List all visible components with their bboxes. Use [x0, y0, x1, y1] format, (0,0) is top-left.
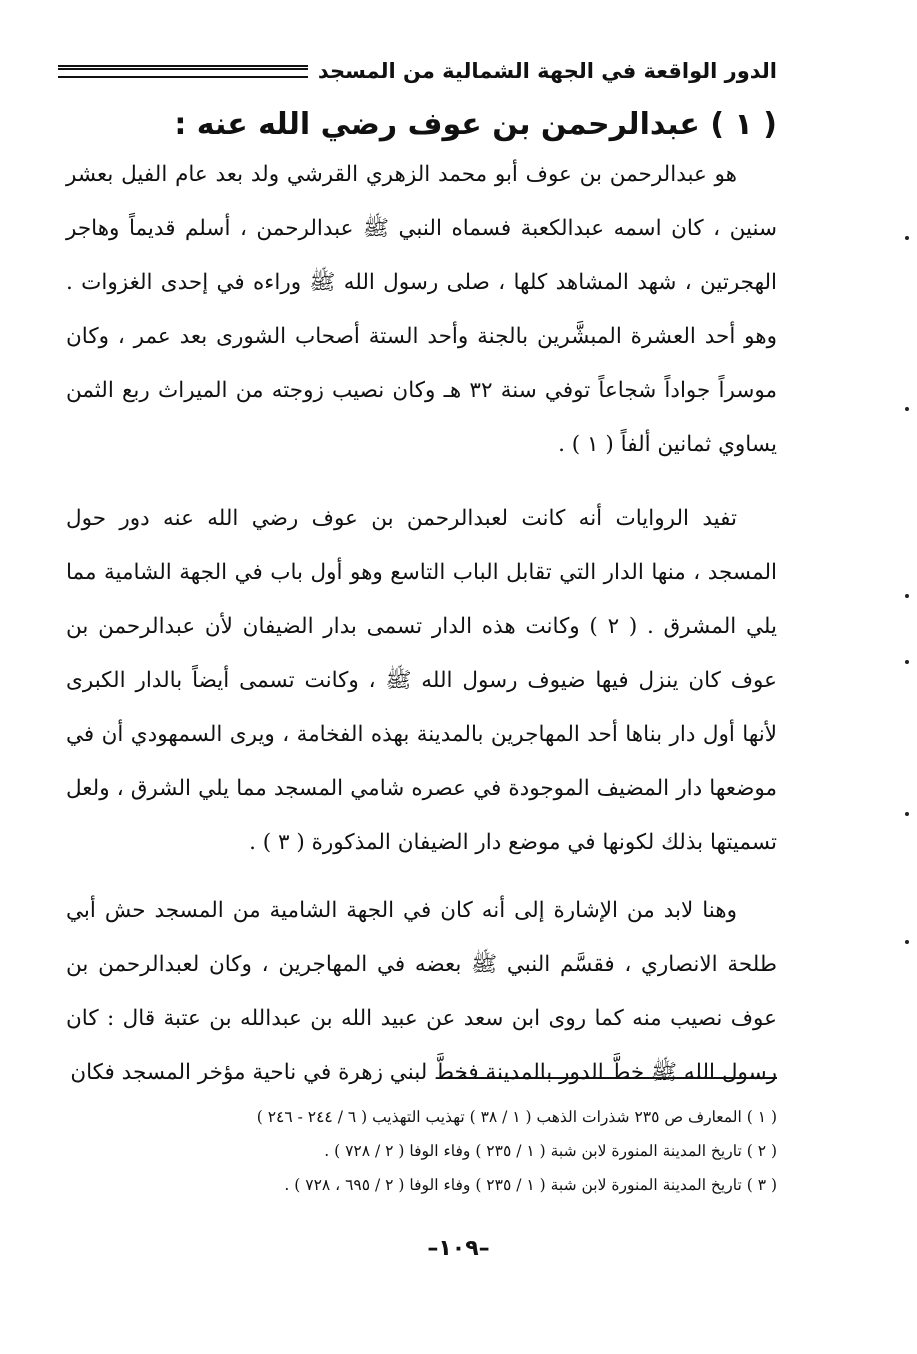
- footnote: ( ١ ) المعارف ص ٢٣٥ شذرات الذهب ( ١ / ٣٨ ) تهذيب التهذيب ( ٦ / ٢٤٤ - ٢٤٦ ): [256, 1108, 777, 1126]
- paragraph: هو عبدالرحمن بن عوف أبو محمد الزهري القرشي ولد بعد عام الفيل بعشر سنين ، كان اسمه عبدالكعبة فسماه النبي ﷺ عبدالرحمن ، أسلم قديماً وهاجر الهجرتين ، شهد المشاهد كلها ، صلى رسول الله ﷺ وراءه في إحدى الغزوات . وهو أحد العشرة المبشَّرين بالجنة وأحد الستة أصحاب الشورى بعد عمر ، وكان موسراً جواداً شجاعاً توفي سنة ٣٢ هـ وكان نصيب زوجته من الميراث ربع الثمن يساوي ثمانين ألفاً ( ١ ) .: [66, 162, 777, 457]
- footnote-separator: [444, 1077, 777, 1079]
- scan-speck: [905, 236, 909, 240]
- body-text: [66, 148, 777, 1110]
- scan-speck: [905, 660, 909, 664]
- footnotes: [160, 1100, 777, 1202]
- running-header-title: الدور الواقعة في الجهة الشمالية من المسجد: [317, 59, 777, 83]
- running-header: [58, 56, 777, 86]
- paragraph: تفيد الروايات أنه كانت لعبدالرحمن بن عوف رضي الله عنه دور حول المسجد ، منها الدار التي تقابل الباب التاسع وهو أول باب في الجهة الشامية مما يلي المشرق . ( ٢ ) وكانت هذه الدار تسمى بدار الضيفان لأن عبدالرحمن بن عوف كان ينزل فيها ضيوف رسول الله ﷺ ، وكانت تسمى أيضاً بالدار الكبرى لأنها أول دار بناها أحد المهاجرين بالمدينة بهذه الفخامة ، ويرى السمهودي أن في موضعها دار المضيف الموجودة في عصره شامي المسجد مما يلي الشرق ، ولعل تسميتها بذلك لكونها في موضع دار الضيفان المذكورة ( ٣ ) .: [66, 506, 777, 855]
- footnote: ( ٢ ) تاريخ المدينة المنورة لابن شبة ( ١ / ٢٣٥ ) وفاء الوفا ( ٢ / ٧٢٨ ) .: [324, 1142, 777, 1160]
- section-heading: ( ١ ) عبدالرحمن بن عوف رضي الله عنه :: [174, 107, 777, 142]
- paragraph: وهنا لابد من الإشارة إلى أنه كان في الجهة الشامية من المسجد حش أبي طلحة الانصاري ، فقسَّم النبي ﷺ بعضه في المهاجرين ، وكان لعبدالرحمن بن عوف نصيب منه كما روى ابن سعد عن عبيد الله بن عبدالله بن عتبة قال : كان رسول الله ﷺ خطَّ الدور بالمدينة فخطَّ لبني زهرة في ناحية مؤخر المسجد فكان: [66, 898, 777, 1085]
- footnote: ( ٣ ) تاريخ المدينة المنورة لابن شبة ( ١ / ٢٣٥ ) وفاء الوفا ( ٢ / ٦٩٥ ، ٧٢٨ ) .: [284, 1176, 777, 1194]
- scan-speck: [905, 594, 909, 598]
- page-number: –١٠٩–: [427, 1236, 490, 1261]
- header-rule: [58, 65, 308, 78]
- scan-speck: [905, 940, 909, 944]
- scan-speck: [905, 812, 909, 816]
- scan-speck: [905, 407, 909, 411]
